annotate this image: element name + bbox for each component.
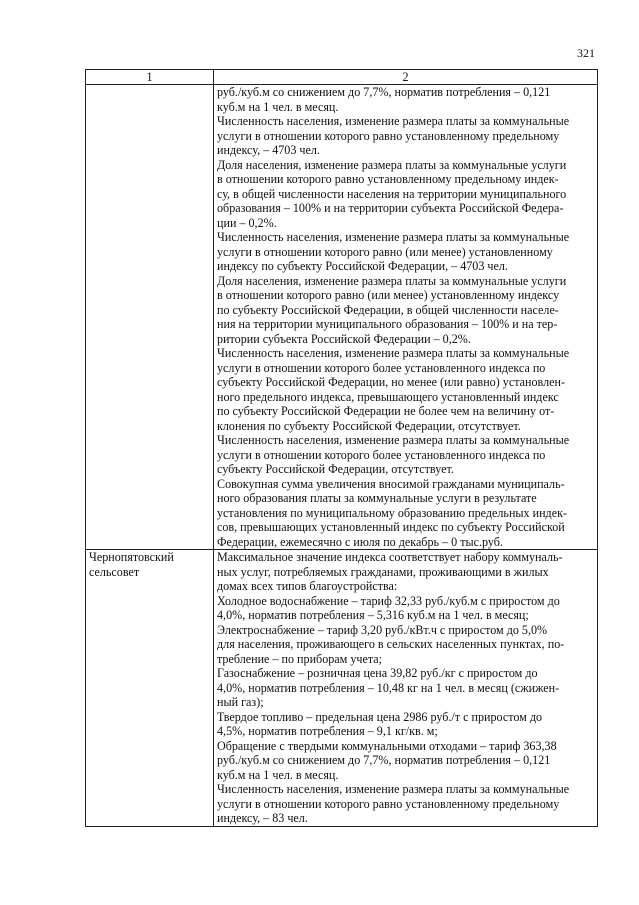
- table-row: [86, 550, 598, 827]
- paragraph: Доля населения, изменение размера платы за коммунальные услуги в отношении которого равно установленному предельному индек- су, в общей численности населения на территории муниципального образования – 100% и на территории субъекта Российской Федера- ции – 0,2%.: [217, 157, 567, 230]
- paragraph: Численность населения, изменение размера платы за коммунальные услуги в отношении которого более установленного индекса по субъекту Российской Федерации, отсутствует.: [217, 433, 570, 476]
- paragraph: Обращение с твердыми коммунальными отходами – тариф 363,38 руб./куб.м со снижением до 7,7%, норматив потребления – 0,121 куб.м на 1 чел. в месяц.: [217, 738, 557, 782]
- paragraph: Холодное водоснабжение – тариф 32,33 руб./куб.м с приростом до 4,0%, норматив потребления – 5,316 куб.м на 1 чел. в месяц;: [217, 593, 560, 622]
- paragraph: Совокупная сумма увеличения вносимой гражданами муниципаль- ного образования платы за коммунальные услуги в результате установления по муниципальному образованию предельных индек- сов, превышающих установленный индекс по субъекту Российской Федерации, ежемесячно с июля по декабрь – 0 тыс.руб.: [217, 476, 567, 549]
- paragraph: Газоснабжение – розничная цена 39,82 руб./кг с приростом до 4,0%, норматив потребления – 10,48 кг на 1 чел. в месяц (сжижен- ный газ);: [217, 666, 560, 709]
- paragraph: Максимальное значение индекса соответствует набору коммуналь- ных услуг, потребляемых гражданами, проживающими в жилых домах всех типов благоустройства:: [217, 550, 563, 593]
- paragraph: Доля населения, изменение размера платы за коммунальные услуги в отношении которого равно (или менее) установленному индексу по субъекту Российской Федерации, в общей численности населе- ния на территории муниципального образования – 100% и на тер- ритории субъекта Российской Федерации – 0,2%.: [217, 273, 567, 346]
- row-name-cell: [86, 85, 214, 550]
- row-name-cell: Чернопятовский сельсовет: [86, 550, 214, 827]
- paragraph: Твердое топливо – предельная цена 2986 руб./т с приростом до 4,5%, норматив потребления – 9,1 кг/кв. м;: [217, 709, 543, 738]
- column-header-2: 2: [214, 70, 598, 85]
- paragraph: Численность населения, изменение размера платы за коммунальные услуги в отношении которого равно установленному предельному индексу, – 4703 чел.: [217, 114, 570, 157]
- paragraph: Численность населения, изменение размера платы за коммунальные услуги в отношении которого более установленного индекса по субъекту Российской Федерации, но менее (или равно) установлен- ного предельного индекса, превышающего установленный индекс по субъекту Российской Федерации не более чем на величину от- клонения по субъекту Российской Федерации, отсутствует.: [217, 346, 570, 433]
- column-header-1: 1: [86, 70, 214, 85]
- page-number: 321: [577, 46, 595, 60]
- row-text-cell: [214, 85, 598, 550]
- table-header-row: [86, 70, 598, 85]
- document-table: [85, 69, 598, 827]
- paragraph: Электроснабжение – тариф 3,20 руб./кВт.ч с приростом до 5,0% для населения, проживающего в сельских населенных пунктах, по- требление – по приборам учета;: [217, 622, 565, 666]
- paragraph: Численность населения, изменение размера платы за коммунальные услуги в отношении которого равно (или менее) установленному индексу по субъекту Российской Федерации, – 4703 чел.: [217, 230, 570, 273]
- row-text-cell: [214, 550, 598, 827]
- paragraph: руб./куб.м со снижением до 7,7%, норматив потребления – 0,121 куб.м на 1 чел. в месяц.: [217, 85, 551, 114]
- paragraph: Численность населения, изменение размера платы за коммунальные услуги в отношении которого равно установленному предельному индексу, – 83 чел.: [217, 782, 570, 825]
- table-row: [86, 85, 598, 550]
